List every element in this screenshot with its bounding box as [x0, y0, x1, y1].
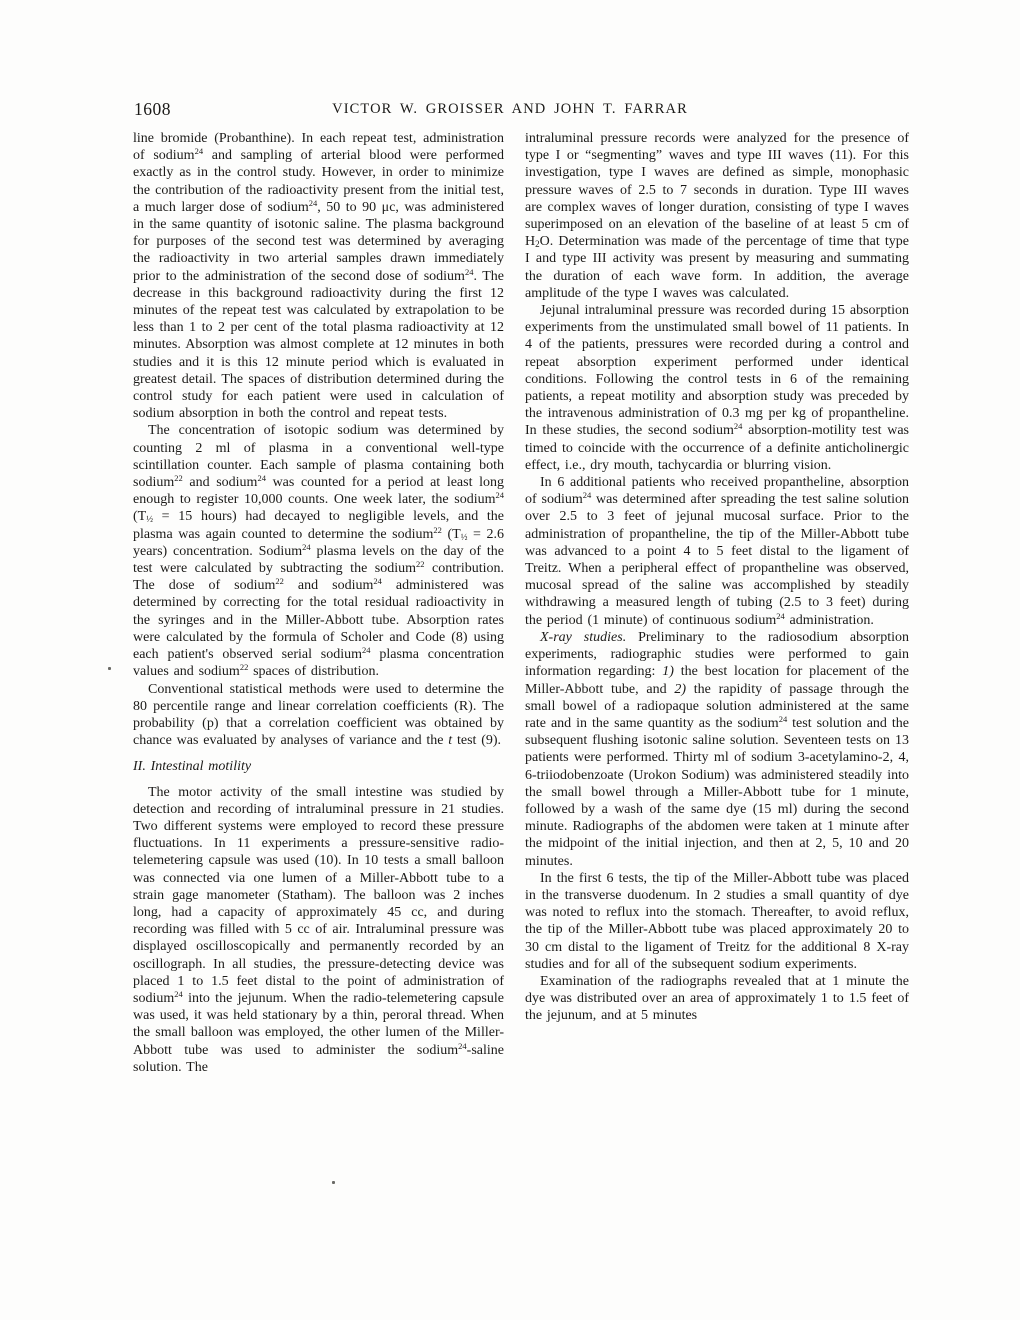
left-column	[133, 130, 504, 1076]
right-column	[525, 130, 909, 1025]
paragraph: Jejunal intraluminal pressure was recorded during 15 absorption experiments from the unstimulated small bowel of 11 patients. In 4 of the patients, pressures were recorded during a control and repeat absorption experiment performed under identical conditions. Following the control tests in 6 of the remaining patients, a repeat motility and absorption study was preceded by the intravenous administration of 0.3 mg per kg of propantheline. In these studies, the second sodium$^{24}$ absorption-motility test was timed to coincide with the occurrence of a definite anticholinergic effect, i.e., dry mouth, tachycardia or blurring vision.	[525, 303, 909, 473]
paragraph: intraluminal pressure records were analyzed for the presence of type I or “segmenting” waves and type III waves (11). For this investigation, type I waves are defined as simple, monophasic pressure waves of 2.5 to 7 seconds in duration. Type III waves are complex waves of longer duration, consisting of type I waves superimposed on an elevation of the baseline of at least 5 cm of $H_2O$. Determination was made of the percentage of time that type I and type III activity was present by measuring and summating the duration of each wave form. In addition, the average amplitude of the type I waves was calculated.	[525, 131, 909, 301]
paragraph: The concentration of isotopic sodium was determined by counting 2 ml of plasma in a conventional well-type scintillation counter. Each sample of plasma containing both sodium$^{22}$ and sodium$^{24}$ was counted for a period at least long enough to register 10,000 counts. One week later, the sodium$^{24}$ ($T_{\frac{1}{2}} = 15$ hours) had decayed to negligible levels, and the plasma was again counted to determine the sodium$^{22}$ ($T_{\frac{1}{2}} = 2.6$ years) concentration. Sodium$^{24}$ plasma levels on the day of the test were calculated by subtracting the sodium$^{22}$ contribution. The dose of sodium$^{22}$ and sodium$^{24}$ administered was determined by correcting for the total residual radioactivity in the syringes and in the Miller-Abbott tube. Absorption rates were calculated by the formula of Scholer and Code (8) using each patient's observed serial sodium$^{24}$ plasma concentration values and sodium$^{22}$ spaces of distribution.	[133, 423, 505, 680]
paragraph: Examination of the radiographs revealed that at 1 minute the dye was distributed over an area of approximately 1 to 1.5 feet of the jejunum, and at 5 minutes	[525, 973, 909, 1024]
paragraph: In 6 additional patients who received propantheline, absorption of sodium$^{24}$ was determined after spreading the test saline solution over 2.5 to 3 feet of jejunal mucosal surface. Prior to the administration of propantheline, the tip of the Miller-Abbott tube was advanced to a point 4 to 5 feet distal to the ligament of Treitz. When a peripheral effect of propantheline was observed, mucosal spread of the saline was accomplished by steadily withdrawing a measured length of tubing (2.5 to 3 feet) during the period (1 minute) of continuous sodium$^{24}$ administration.	[525, 475, 909, 628]
paragraph: The motor activity of the small intestine was studied by detection and recording of intraluminal pressure in 21 studies. Two different systems were employed to record these pressure fluctuations. In 11 experiments a pressure-sensitive radio-telemetering capsule was used (10). In 10 tests a small balloon was connected via one lumen of a Miller-Abbott tube to a strain gage manometer (Statham). The balloon was 2 inches long, had a capacity of approximately 45 cc, and during recording was filled with 5 cc of air. Intraluminal pressure was displayed oscilloscopically and permanently recorded by an oscillograph. In all studies, the pressure-detecting device was placed 1 to 1.5 feet distal to the point of administration of sodium$^{24}$ into the jejunum. When the radio-telemetering capsule was used, it was held stationary by a thin, peroral thread. When the small balloon was employed, the other lumen of the Miller-Abbott tube was used to administer the sodium$^{24}$-saline solution. The	[133, 784, 504, 1075]
running-head: VICTOR W. GROISSER AND JOHN T. FARRAR	[332, 101, 688, 117]
scan-speck	[332, 1181, 335, 1184]
paragraph: Conventional statistical methods were used to determine the 80 percentile range and linear correlation coefficients (R). The probability (p) that a correlation coefficient was obtained by chance was evaluated by analyses of variance and the t test (9).	[133, 681, 504, 749]
page-number: 1608	[134, 99, 171, 119]
paragraph: In the first 6 tests, the tip of the Miller-Abbott tube was placed in the transverse duodenum. In 2 studies a small quantity of dye was noted to reflux into the stomach. Thereafter, to avoid reflux, the tip of the Miller-Abbott tube was placed approximately 20 to 30 cm distal to the ligament of Treitz for the additional 8 X-ray studies and for all of the subsequent sodium experiments.	[525, 870, 909, 972]
page-header	[0, 99, 1020, 123]
two-column-body	[133, 130, 909, 1076]
paragraph: X-ray studies. Preliminary to the radiosodium absorption experiments, radiographic studies were performed to gain information regarding: 1) the best location for placement of the Miller-Abbott tube, and 2) the rapidity of passage through the small bowel of a radiopaque solution administered at the same rate and in the same quantity as the sodium$^{24}$ test solution and the subsequent flushing isotonic saline solution. Seventeen tests on 13 patients were performed. Thirty ml of sodium 3-acetylamino-2, 4, 6-triiodobenzoate (Urokon Sodium) was administered steadily into the small bowel through a Miller-Abbott tube for 1 minute, followed by a wash of the same dye (15 ml) during the second minute. Radiographs of the abdomen were taken at 1 minute after the midpoint of the initial injection, and then at 2, 5, 10 and 20 minutes.	[525, 629, 910, 869]
section-heading: II. Intestinal motility	[133, 759, 252, 775]
scan-speck	[108, 667, 111, 670]
paragraph: line bromide (Probanthine). In each repeat test, administration of sodium$^{24}$ and sampling of arterial blood were performed exactly as in the control study. However, in order to minimize the contribution of the radioactivity present from the initial test, a much larger dose of sodium$^{24}$, 50 to 90 μc, was administered in the same quantity of isotonic saline. The plasma background for purposes of the second test was determined by averaging the radioactivity in two arterial samples drawn immediately prior to the administration of the second dose of sodium$^{24}$. The decrease in this background radioactivity during the first 12 minutes of the repeat test was calculated by extrapolation to be less than 1 to 2 per cent of the total plasma radioactivity at 12 minutes. Absorption was almost complete at 12 minutes in both studies and it is this 12 minute period which is evaluated in greatest detail. The spaces of distribution determined during the control study for each patient were used in calculation of sodium absorption in both the control and repeat tests.	[133, 131, 504, 422]
